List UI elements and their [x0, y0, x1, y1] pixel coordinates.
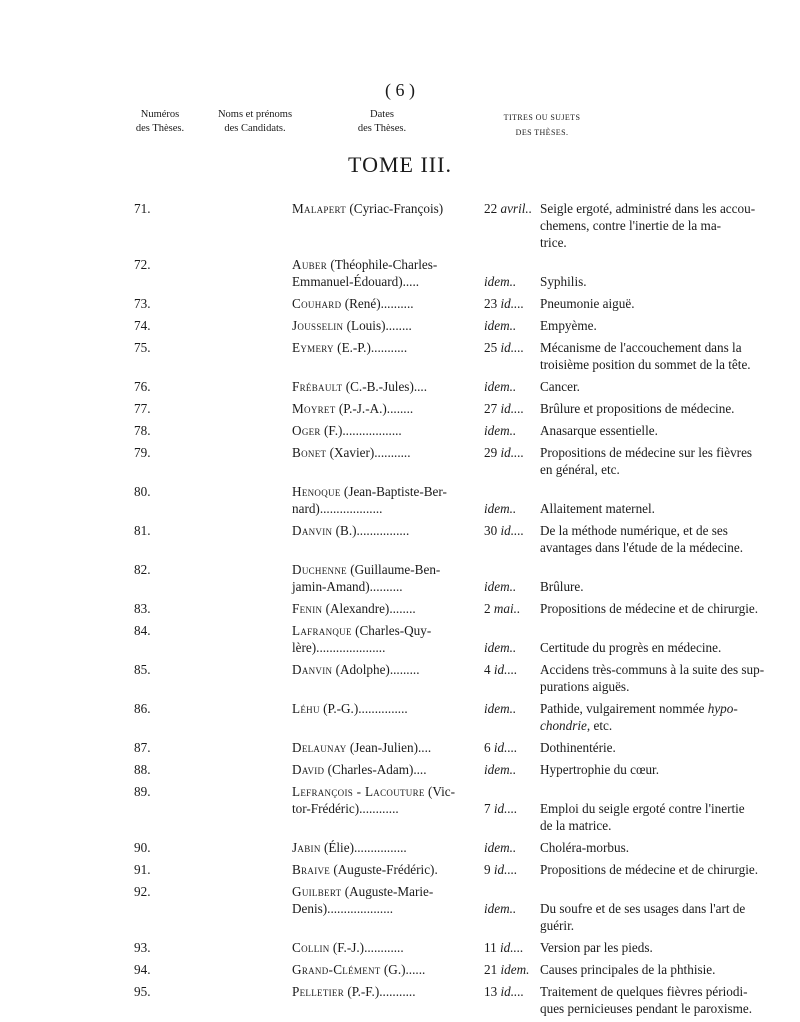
thesis-entry	[130, 739, 800, 756]
thesis-subject: Empyème.	[540, 318, 597, 333]
entry-spacer	[0, 1017, 800, 1022]
thesis-date: idem..	[484, 318, 517, 333]
header-numeros	[118, 108, 202, 136]
thesis-entry	[130, 600, 800, 617]
candidate-surname: Lefrançois - Lacouture	[292, 784, 425, 799]
thesis-number: 76.	[134, 379, 151, 394]
candidate-name: Braive (Auguste-Frédéric).	[292, 862, 438, 877]
thesis-entry	[130, 761, 800, 778]
thesis-entry	[130, 256, 800, 290]
thesis-subject: Syphilis.	[540, 274, 587, 289]
thesis-subject: De la méthode numérique, et de ses avantages dans l'étude de la médecine.	[540, 523, 744, 555]
thesis-number: 83.	[134, 601, 151, 616]
candidate-name: Collin (F.-J.)............	[292, 940, 404, 955]
thesis-date: idem..	[484, 274, 517, 289]
thesis-number: 86.	[134, 701, 151, 716]
thesis-subject: Propositions de médecine et de chirurgie.	[540, 862, 759, 877]
candidate-surname: Frébault	[292, 379, 343, 394]
thesis-subject: Pneumonie aiguë.	[540, 296, 635, 311]
thesis-date: 25 id....	[484, 340, 524, 355]
candidate-name: Duchenne (Guillaume-Ben- jamin-Amand)..........	[292, 562, 441, 594]
thesis-number: 80.	[134, 484, 151, 499]
thesis-entry	[130, 939, 800, 956]
thesis-number: 85.	[134, 662, 151, 677]
thesis-date: 4 id....	[484, 662, 518, 677]
thesis-date: 6 id....	[484, 740, 518, 755]
thesis-entry	[130, 400, 800, 417]
thesis-subject: Certitude du progrès en médecine.	[540, 640, 722, 655]
candidate-name: Pelletier (P.-F.)...........	[292, 984, 416, 999]
candidate-surname: Couhard	[292, 296, 342, 311]
thesis-date: idem..	[484, 840, 517, 855]
thesis-subject: Propositions de médecine sur les fièvres en général, etc.	[540, 445, 753, 477]
thesis-subject: Pathide, vulgairement nommée hypo- chondrie, etc.	[540, 701, 738, 733]
thesis-subject: Emploi du seigle ergoté contre l'inertie de la matrice.	[540, 801, 745, 833]
thesis-entry	[130, 861, 800, 878]
thesis-number: 73.	[134, 296, 151, 311]
thesis-entry	[130, 317, 800, 334]
tome-title: TOME III.	[348, 152, 452, 177]
thesis-entry	[130, 378, 800, 395]
thesis-subject: Traitement de quelques fièvres périodi- ques pernicieuses pendant le paroxisme.	[540, 984, 753, 1016]
thesis-entry	[130, 339, 800, 373]
candidate-name: Eymery (E.-P.)...........	[292, 340, 408, 355]
thesis-date: idem..	[484, 379, 517, 394]
candidate-name: Bonet (Xavier)...........	[292, 445, 411, 460]
thesis-number: 92.	[134, 884, 151, 899]
candidate-surname: Grand-Clément	[292, 962, 381, 977]
thesis-number: 71.	[134, 201, 151, 216]
candidate-surname: Delaunay	[292, 740, 347, 755]
candidate-name: Oger (F.)..................	[292, 423, 402, 438]
thesis-subject: Brûlure et propositions de médecine.	[540, 401, 735, 416]
thesis-subject: Causes principales de la phthisie.	[540, 962, 716, 977]
thesis-entry	[130, 961, 800, 978]
thesis-subject: Propositions de médecine et de chirurgie.	[540, 601, 759, 616]
candidate-name: Grand-Clément (G.)......	[292, 962, 426, 977]
candidate-surname: David	[292, 762, 325, 777]
candidate-name: Couhard (René)..........	[292, 296, 414, 311]
thesis-number: 79.	[134, 445, 151, 460]
candidate-surname: Duchenne	[292, 562, 347, 577]
candidate-name: Danvin (Adolphe).........	[292, 662, 420, 677]
thesis-number: 72.	[134, 257, 151, 272]
thesis-number: 74.	[134, 318, 151, 333]
candidate-surname: Eymery	[292, 340, 334, 355]
thesis-number: 89.	[134, 784, 151, 799]
thesis-subject: Version par les pieds.	[540, 940, 653, 955]
thesis-date: idem..	[484, 501, 517, 516]
thesis-entry	[130, 444, 800, 478]
thesis-date: idem..	[484, 423, 517, 438]
thesis-entry	[130, 200, 800, 251]
candidate-surname: Jousselin	[292, 318, 344, 333]
thesis-number: 95.	[134, 984, 151, 999]
candidate-surname: Bonet	[292, 445, 327, 460]
candidate-surname: Collin	[292, 940, 330, 955]
candidate-surname: Fenin	[292, 601, 323, 616]
thesis-date: 9 id....	[484, 862, 518, 877]
candidate-name: Auber (Théophile-Charles- Emmanuel-Édouard).....	[292, 257, 438, 289]
thesis-date: 11 id....	[484, 940, 524, 955]
candidate-name: Henoque (Jean-Baptiste-Ber- nard)...................	[292, 484, 447, 516]
candidate-name: Danvin (B.)................	[292, 523, 410, 538]
thesis-list	[0, 200, 800, 1022]
thesis-date: 13 id....	[484, 984, 524, 999]
thesis-number: 87.	[134, 740, 151, 755]
thesis-entry	[130, 622, 800, 656]
candidate-name: Lefrançois - Lacouture (Vic- tor-Frédéric)............	[292, 784, 456, 816]
header-noms	[200, 108, 310, 136]
thesis-entry	[130, 983, 800, 1017]
thesis-number: 75.	[134, 340, 151, 355]
thesis-number: 82.	[134, 562, 151, 577]
thesis-entry	[130, 783, 800, 834]
thesis-date: 23 id....	[484, 296, 524, 311]
thesis-subject: Mécanisme de l'accouchement dans la troisième position du sommet de la tête.	[540, 340, 751, 372]
thesis-number: 81.	[134, 523, 151, 538]
thesis-subject: Du soufre et de ses usages dans l'art de guérir.	[540, 901, 746, 933]
candidate-name: Jousselin (Louis)........	[292, 318, 412, 333]
candidate-surname: Danvin	[292, 662, 333, 677]
thesis-date: idem..	[484, 701, 517, 716]
thesis-subject: Choléra-morbus.	[540, 840, 629, 855]
thesis-subject: Brûlure.	[540, 579, 584, 594]
thesis-date: 30 id....	[484, 523, 524, 538]
thesis-date: idem..	[484, 579, 517, 594]
candidate-name: Delaunay (Jean-Julien)....	[292, 740, 432, 755]
thesis-entry	[130, 883, 800, 934]
thesis-number: 84.	[134, 623, 151, 638]
thesis-subject: Cancer.	[540, 379, 580, 394]
thesis-date: 2 mai..	[484, 601, 521, 616]
candidate-name: Jabin (Élie)................	[292, 840, 407, 855]
thesis-number: 88.	[134, 762, 151, 777]
candidate-name: Moyret (P.-J.-A.)........	[292, 401, 414, 416]
candidate-name: Frébault (C.-B.-Jules)....	[292, 379, 428, 394]
candidate-surname: Auber	[292, 257, 328, 272]
candidate-surname: Jabin	[292, 840, 321, 855]
page-number: ( 6 )	[385, 80, 415, 100]
candidate-surname: Oger	[292, 423, 321, 438]
thesis-date: 22 avril..	[484, 201, 532, 216]
thesis-entry	[130, 522, 800, 556]
thesis-number: 78.	[134, 423, 151, 438]
candidate-name: Fenin (Alexandre)........	[292, 601, 416, 616]
header-dates-line1: Dates	[370, 109, 394, 120]
thesis-date: idem..	[484, 901, 517, 916]
candidate-surname: Henoque	[292, 484, 341, 499]
candidate-surname: Lafranque	[292, 623, 352, 638]
thesis-entry	[130, 422, 800, 439]
thesis-date: 7 id....	[484, 801, 518, 816]
candidate-surname: Guilbert	[292, 884, 342, 899]
header-numeros-line1: Numéros	[140, 109, 180, 120]
header-titres-line2: DES THÈSES.	[515, 128, 569, 137]
thesis-entry	[130, 839, 800, 856]
header-titres	[486, 110, 598, 140]
thesis-entry	[130, 561, 800, 595]
thesis-subject: Allaitement maternel.	[540, 501, 655, 516]
thesis-subject: Dothinentérie.	[540, 740, 616, 755]
candidate-surname: Moyret	[292, 401, 336, 416]
candidate-surname: Léhu	[292, 701, 320, 716]
candidate-name: David (Charles-Adam)....	[292, 762, 427, 777]
candidate-surname: Malapert	[292, 201, 347, 216]
thesis-date: idem..	[484, 640, 517, 655]
header-dates	[340, 108, 424, 136]
thesis-date: 21 idem.	[484, 962, 530, 977]
thesis-entry	[130, 700, 800, 734]
candidate-surname: Pelletier	[292, 984, 345, 999]
thesis-subject: Seigle ergoté, administré dans les accou- chemens, contre l'inertie de la ma- trice.	[540, 201, 756, 250]
header-noms-line1: Noms et prénoms	[217, 109, 293, 120]
header-numeros-line2: des Thèses.	[135, 123, 185, 134]
thesis-date: 27 id....	[484, 401, 524, 416]
candidate-name: Lafranque (Charles-Quy- lère).....................	[292, 623, 432, 655]
header-noms-line2: des Candidats.	[224, 123, 286, 134]
header-dates-line2: des Thèses.	[357, 123, 407, 134]
thesis-subject: Hypertrophie du cœur.	[540, 762, 660, 777]
thesis-subject: Anasarque essentielle.	[540, 423, 658, 438]
thesis-date: 29 id....	[484, 445, 524, 460]
thesis-number: 94.	[134, 962, 151, 977]
candidate-name: Guilbert (Auguste-Marie- Denis)....................	[292, 884, 434, 916]
candidate-surname: Braive	[292, 862, 331, 877]
candidate-name: Léhu (P.-G.)...............	[292, 701, 408, 716]
thesis-number: 91.	[134, 862, 151, 877]
thesis-number: 93.	[134, 940, 151, 955]
header-titres-line1: TITRES OU SUJETS	[503, 113, 581, 122]
thesis-subject: Accidens très-communs à la suite des sup- purations aiguës.	[540, 662, 765, 694]
candidate-name: Malapert (Cyriac-François)	[292, 201, 444, 216]
thesis-number: 90.	[134, 840, 151, 855]
candidate-surname: Danvin	[292, 523, 333, 538]
thesis-entry	[130, 661, 800, 695]
thesis-entry	[130, 483, 800, 517]
thesis-entry	[130, 295, 800, 312]
thesis-date: idem..	[484, 762, 517, 777]
thesis-number: 77.	[134, 401, 151, 416]
